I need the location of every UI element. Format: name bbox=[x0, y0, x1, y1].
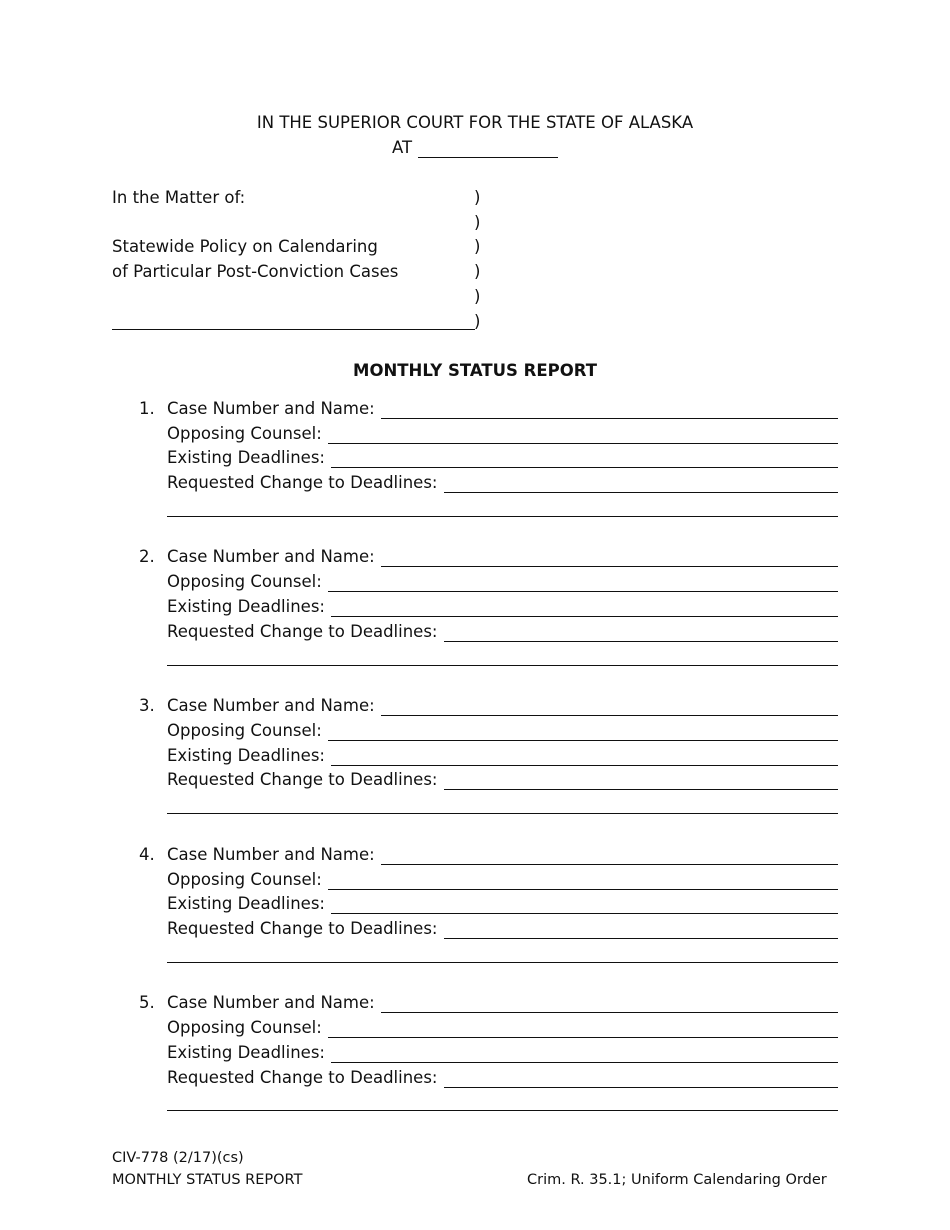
entry-number: 3. bbox=[139, 696, 155, 715]
continuation-line[interactable] bbox=[167, 516, 838, 517]
case-number-name-label: Case Number and Name: bbox=[167, 547, 375, 566]
case-number-name-label: Case Number and Name: bbox=[167, 696, 375, 715]
case-number-name-blank[interactable] bbox=[381, 997, 838, 1013]
caption-paren: ) bbox=[474, 262, 481, 281]
requested-change-label: Requested Change to Deadlines: bbox=[167, 473, 438, 492]
court-location-line bbox=[0, 138, 950, 158]
opposing-counsel-label: Opposing Counsel: bbox=[167, 572, 322, 591]
opposing-counsel-field[interactable] bbox=[167, 424, 838, 444]
continuation-line[interactable] bbox=[167, 813, 838, 814]
existing-deadlines-field[interactable] bbox=[167, 894, 838, 914]
existing-deadlines-field[interactable] bbox=[167, 746, 838, 766]
existing-deadlines-blank[interactable] bbox=[331, 750, 838, 766]
entry-number: 4. bbox=[139, 845, 155, 864]
existing-deadlines-label: Existing Deadlines: bbox=[167, 1043, 325, 1062]
opposing-counsel-label: Opposing Counsel: bbox=[167, 721, 322, 740]
requested-change-blank[interactable] bbox=[444, 626, 839, 642]
opposing-counsel-field[interactable] bbox=[167, 721, 838, 741]
case-number-name-blank[interactable] bbox=[381, 551, 838, 567]
existing-deadlines-label: Existing Deadlines: bbox=[167, 746, 325, 765]
case-number-name-blank[interactable] bbox=[381, 700, 838, 716]
court-heading: IN THE SUPERIOR COURT FOR THE STATE OF ALASKA bbox=[256, 113, 694, 132]
existing-deadlines-field[interactable] bbox=[167, 597, 838, 617]
opposing-counsel-blank[interactable] bbox=[328, 576, 838, 592]
opposing-counsel-label: Opposing Counsel: bbox=[167, 1018, 322, 1037]
existing-deadlines-blank[interactable] bbox=[331, 452, 838, 468]
case-number-name-field[interactable] bbox=[167, 696, 838, 716]
requested-change-label: Requested Change to Deadlines: bbox=[167, 622, 438, 641]
opposing-counsel-label: Opposing Counsel: bbox=[167, 870, 322, 889]
case-number-name-label: Case Number and Name: bbox=[167, 845, 375, 864]
requested-change-blank[interactable] bbox=[444, 477, 839, 493]
opposing-counsel-blank[interactable] bbox=[328, 874, 838, 890]
entry-number: 5. bbox=[139, 993, 155, 1012]
case-number-name-field[interactable] bbox=[167, 399, 838, 419]
existing-deadlines-blank[interactable] bbox=[331, 898, 838, 914]
opposing-counsel-label: Opposing Counsel: bbox=[167, 424, 322, 443]
existing-deadlines-field[interactable] bbox=[167, 448, 838, 468]
requested-change-label: Requested Change to Deadlines: bbox=[167, 770, 438, 789]
caption-rule bbox=[112, 329, 475, 330]
caption-paren: ) bbox=[474, 213, 481, 232]
case-number-name-blank[interactable] bbox=[381, 403, 838, 419]
requested-change-blank[interactable] bbox=[444, 923, 839, 939]
existing-deadlines-blank[interactable] bbox=[331, 601, 838, 617]
requested-change-field[interactable] bbox=[167, 1068, 838, 1088]
existing-deadlines-label: Existing Deadlines: bbox=[167, 448, 325, 467]
opposing-counsel-field[interactable] bbox=[167, 1018, 838, 1038]
case-number-name-field[interactable] bbox=[167, 993, 838, 1013]
opposing-counsel-field[interactable] bbox=[167, 572, 838, 592]
continuation-line[interactable] bbox=[167, 962, 838, 963]
requested-change-field[interactable] bbox=[167, 919, 838, 939]
requested-change-field[interactable] bbox=[167, 770, 838, 790]
continuation-line[interactable] bbox=[167, 1110, 838, 1111]
caption-paren: ) bbox=[474, 237, 481, 256]
opposing-counsel-field[interactable] bbox=[167, 870, 838, 890]
requested-change-blank[interactable] bbox=[444, 774, 839, 790]
rule-citation: Crim. R. 35.1; Uniform Calendaring Order bbox=[527, 1172, 827, 1188]
form-title: MONTHLY STATUS REPORT bbox=[112, 1172, 303, 1188]
requested-change-label: Requested Change to Deadlines: bbox=[167, 919, 438, 938]
opposing-counsel-blank[interactable] bbox=[328, 725, 838, 741]
caption-paren: ) bbox=[474, 312, 481, 331]
policy-line-1: Statewide Policy on Calendaring bbox=[112, 237, 378, 256]
opposing-counsel-blank[interactable] bbox=[328, 428, 838, 444]
form-code: CIV-778 (2/17)(cs) bbox=[112, 1150, 244, 1166]
case-number-name-field[interactable] bbox=[167, 845, 838, 865]
case-number-name-blank[interactable] bbox=[381, 849, 838, 865]
caption-paren: ) bbox=[474, 188, 481, 207]
requested-change-label: Requested Change to Deadlines: bbox=[167, 1068, 438, 1087]
continuation-line[interactable] bbox=[167, 665, 838, 666]
entry-number: 2. bbox=[139, 547, 155, 566]
requested-change-field[interactable] bbox=[167, 473, 838, 493]
opposing-counsel-blank[interactable] bbox=[328, 1022, 838, 1038]
existing-deadlines-field[interactable] bbox=[167, 1043, 838, 1063]
existing-deadlines-label: Existing Deadlines: bbox=[167, 597, 325, 616]
existing-deadlines-label: Existing Deadlines: bbox=[167, 894, 325, 913]
case-number-name-field[interactable] bbox=[167, 547, 838, 567]
entry-number: 1. bbox=[139, 399, 155, 418]
matter-label: In the Matter of: bbox=[112, 188, 246, 207]
existing-deadlines-blank[interactable] bbox=[331, 1047, 838, 1063]
court-location-field[interactable] bbox=[418, 141, 558, 158]
at-label: AT bbox=[391, 138, 413, 157]
case-number-name-label: Case Number and Name: bbox=[167, 993, 375, 1012]
requested-change-blank[interactable] bbox=[444, 1072, 839, 1088]
policy-line-2: of Particular Post-Conviction Cases bbox=[112, 262, 399, 281]
caption-paren: ) bbox=[474, 287, 481, 306]
case-number-name-label: Case Number and Name: bbox=[167, 399, 375, 418]
requested-change-field[interactable] bbox=[167, 622, 838, 642]
report-title: MONTHLY STATUS REPORT bbox=[353, 361, 597, 380]
